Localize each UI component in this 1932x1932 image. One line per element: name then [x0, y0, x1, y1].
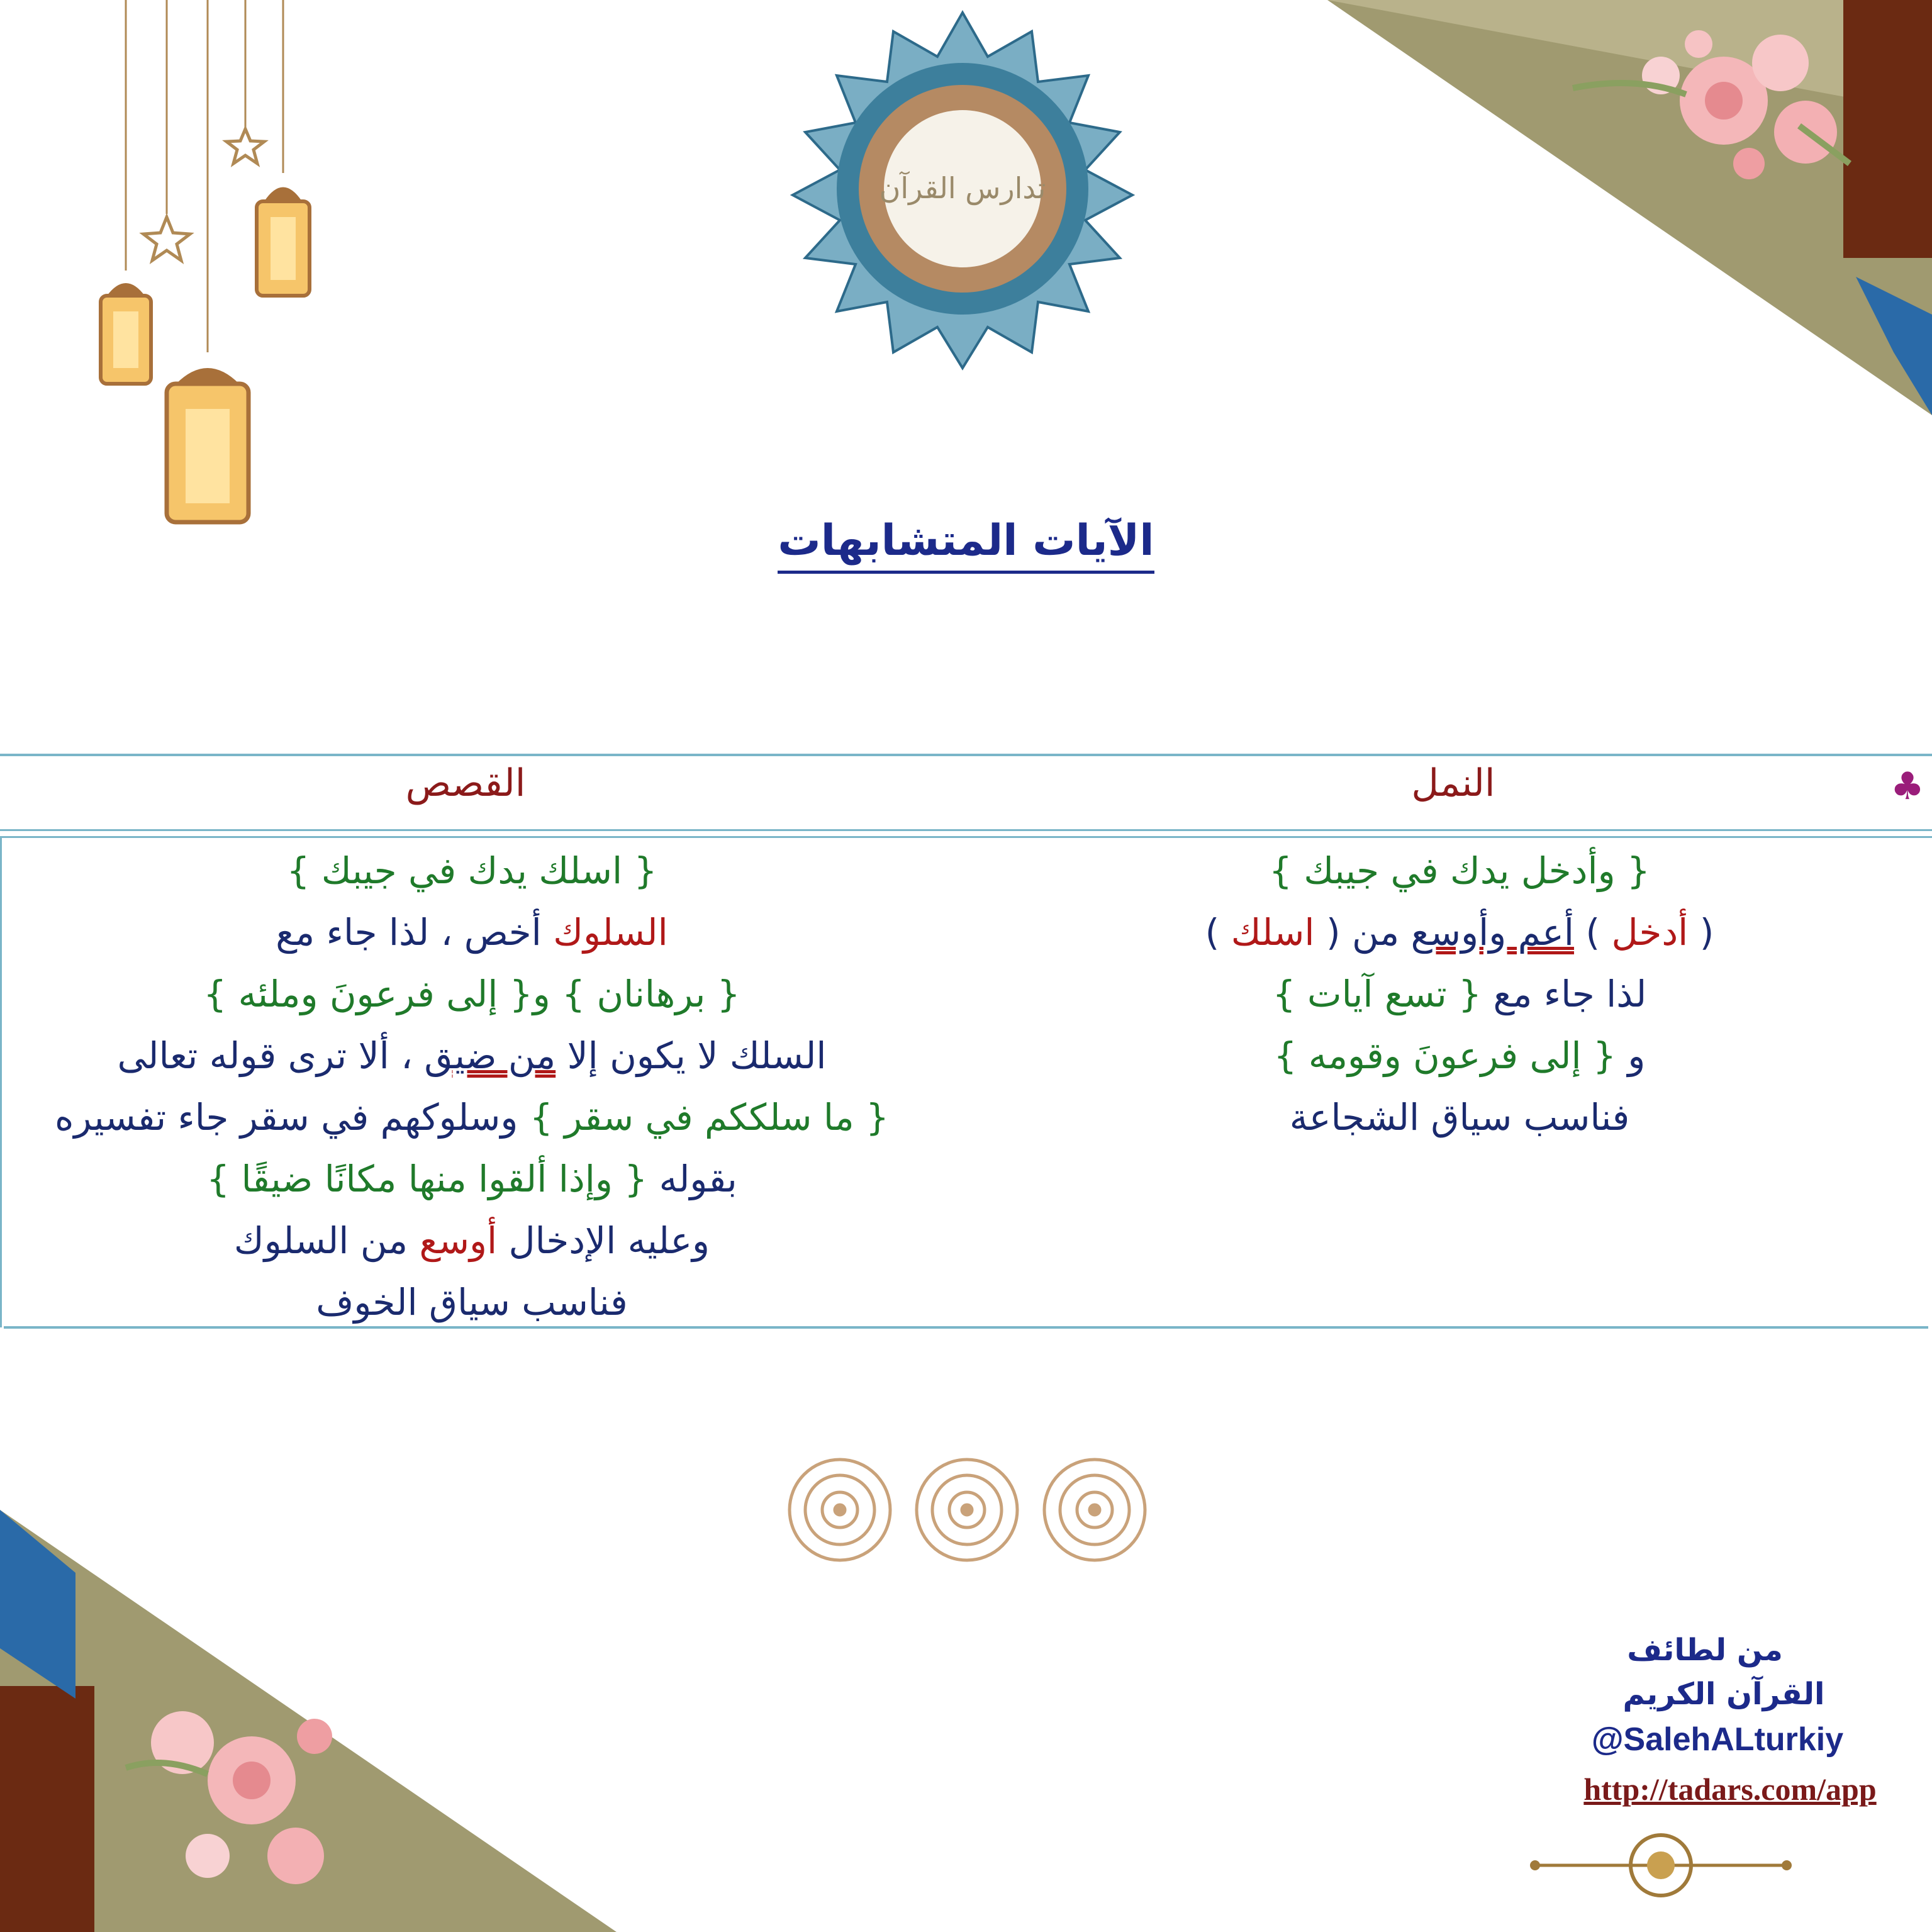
- text-segment: { اسلك يدك في جيبك }: [286, 849, 657, 892]
- left-line: [25, 1271, 919, 1333]
- credit-line-1: من لطائف: [1627, 1633, 1783, 1668]
- left-line: [25, 1025, 919, 1086]
- text-segment: من ضيق: [424, 1034, 556, 1077]
- table-top-rule: [0, 754, 1932, 756]
- club-marker: ♣: [1890, 764, 1924, 808]
- left-line: [25, 1148, 919, 1210]
- left-line: [25, 963, 919, 1025]
- naml-column: [1107, 840, 1812, 1148]
- text-segment: وسلوكهم في سقر جاء تفسيره: [54, 1096, 530, 1139]
- right-line: [1107, 902, 1812, 963]
- text-segment: { وأدخل يدك في جيبك }: [1269, 849, 1650, 892]
- bottom-divider-ornament: [1529, 1824, 1793, 1906]
- text-segment: من (: [1314, 911, 1411, 954]
- table-left-border: [0, 837, 2, 1327]
- page-title: الآيات المتشابهات: [0, 516, 1932, 566]
- hanging-lanterns-decoration: [82, 0, 321, 554]
- left-line: [25, 902, 919, 963]
- text-segment: أخص ، لذا جاء مع: [276, 911, 554, 954]
- mandala-1: [790, 1460, 890, 1560]
- top-right-corner-decoration: [1309, 0, 1932, 428]
- text-segment: أدخل: [1611, 911, 1689, 954]
- lantern-1: [101, 283, 151, 384]
- text-segment: السلك لا يكون إلا: [556, 1034, 827, 1077]
- text-segment: (: [1688, 911, 1714, 954]
- credit-line-2: القرآن الكريم: [1622, 1677, 1825, 1712]
- text-segment: ): [1574, 911, 1612, 954]
- text-segment: و: [1616, 1034, 1646, 1077]
- left-line: [25, 1210, 919, 1271]
- table-header-rule: [0, 829, 1932, 838]
- text-segment: السلوك: [553, 911, 668, 954]
- right-line: [1107, 963, 1812, 1025]
- mandala-3: [1044, 1460, 1145, 1560]
- text-segment: بقوله: [647, 1158, 737, 1200]
- text-segment: ، ألا ترى قوله تعالى: [117, 1034, 425, 1077]
- website-link[interactable]: http://tadars.com/app: [1583, 1772, 1877, 1807]
- logo-calligraphy: تدارس القرآن: [879, 171, 1046, 205]
- text-segment: وعليه الإدخال: [497, 1219, 710, 1262]
- tadars-quran-logo: [780, 6, 1145, 371]
- twitter-handle[interactable]: @SalehALturkiy: [1591, 1721, 1844, 1758]
- heading-qasas: القصص: [405, 761, 526, 805]
- right-line: [1107, 1025, 1812, 1086]
- mandala-2: [917, 1460, 1017, 1560]
- text-segment: لذا جاء مع: [1482, 973, 1647, 1015]
- heading-naml: النمل: [1411, 761, 1495, 805]
- text-segment: { ما سلككم في سقر }: [529, 1096, 890, 1139]
- text-segment: فناسب سياق الشجاعة: [1289, 1096, 1630, 1139]
- text-segment: { إلى فرعونَ وقومه }: [1273, 1034, 1616, 1077]
- text-segment: من السلوك: [233, 1219, 420, 1262]
- bottom-left-corner-decoration: [0, 1504, 629, 1932]
- lantern-3: [257, 187, 310, 296]
- mandala-ornaments: [780, 1447, 1158, 1573]
- text-segment: { وإذا ألقوا منها مكانًا ضيقًا }: [206, 1158, 648, 1200]
- left-line: [25, 1086, 919, 1148]
- right-line: [1107, 1086, 1812, 1148]
- text-segment: أعم وأوسع: [1410, 911, 1575, 954]
- text-segment: أوسع: [419, 1219, 498, 1262]
- text-segment: { برهانان } و{ إلى فرعونَ وملئه }: [203, 973, 740, 1015]
- text-segment: فناسب سياق الخوف: [316, 1281, 628, 1324]
- qasas-column: [25, 840, 919, 1333]
- text-segment: ): [1205, 911, 1231, 954]
- text-segment: اسلك: [1231, 911, 1315, 954]
- left-line: [25, 840, 919, 902]
- lantern-2: [167, 368, 248, 522]
- text-segment: { تسع آيات }: [1272, 973, 1482, 1015]
- right-line: [1107, 840, 1812, 902]
